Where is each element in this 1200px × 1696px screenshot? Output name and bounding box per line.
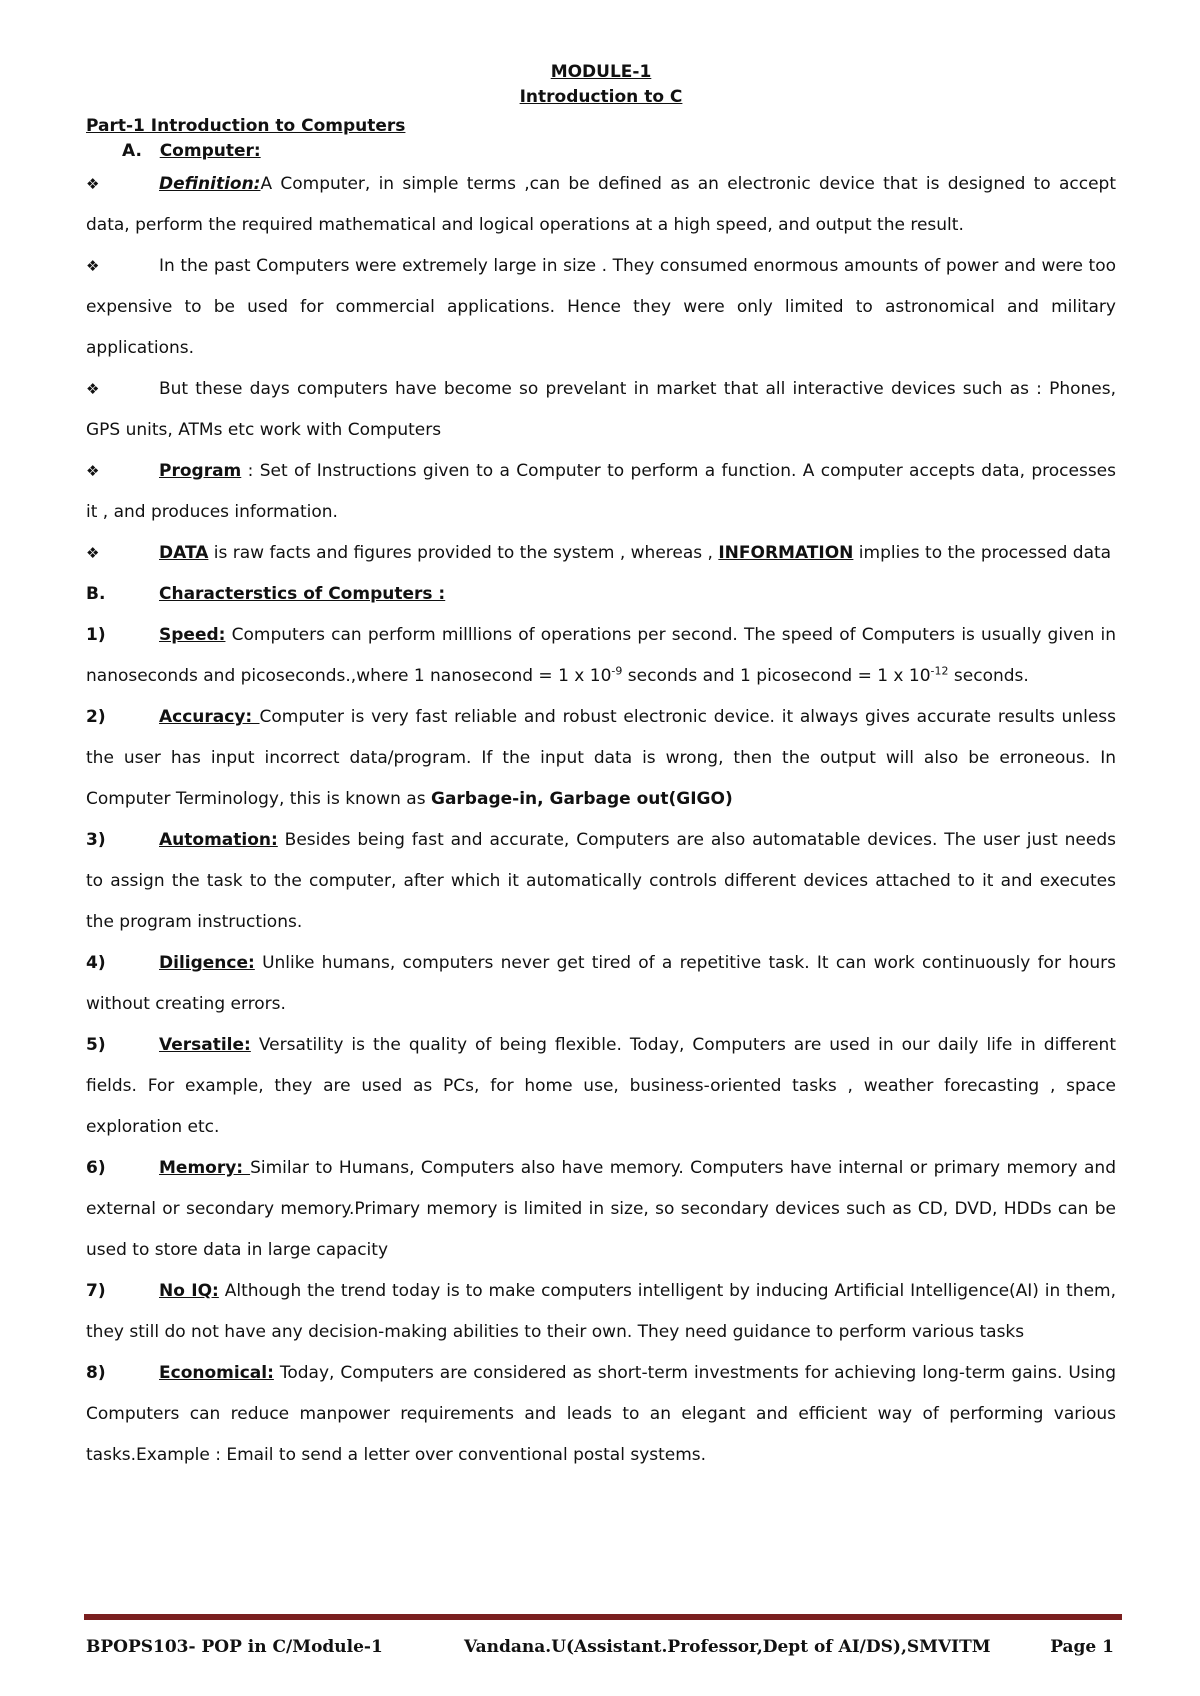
bullet-text-2: implies to the processed data — [853, 543, 1112, 563]
characteristic-versatile — [86, 1025, 1116, 1148]
section-b-heading — [86, 574, 1116, 615]
bullet-text: But these days computers have become so prevelant in market that all interactive devices such as : Phones, GPS units, ATMs etc work with Computers — [86, 379, 1116, 440]
item-text-3: seconds. — [948, 666, 1029, 686]
bullet-program — [86, 451, 1116, 533]
item-label: Versatile: — [159, 1035, 251, 1055]
item-text: Similar to Humans, Computers also have memory. Computers have internal or primary memory and external or secondary memory.Primary memory is limited in size, so secondary devices such as CD, DVD, HDDs can be used to store data in large capacity — [86, 1158, 1116, 1260]
characteristic-no-iq — [86, 1271, 1116, 1353]
module-title: MODULE-1 — [550, 62, 652, 82]
bullet-label-2: INFORMATION — [718, 543, 854, 563]
bullet-label: Program — [159, 461, 242, 481]
item-number: 1) — [86, 625, 106, 645]
bullet-text: In the past Computers were extremely large in size . They consumed enormous amounts of power and were too expensive to be used for commercial applications. Hence they were only limited to astronomical and military applications. — [86, 256, 1116, 358]
item-number: 3) — [86, 830, 106, 850]
item-bold-text: Garbage-in, Garbage out(GIGO) — [431, 789, 733, 809]
footer-page-number: Page 1 — [1050, 1637, 1114, 1657]
diamond-bullet-icon: ❖ — [86, 462, 100, 480]
item-label: Diligence: — [159, 953, 255, 973]
bullet-label: Definition: — [159, 174, 261, 194]
document-page — [86, 60, 1116, 1476]
item-text: Today, Computers are considered as short-term investments for achieving long-term gains. Using Computers can reduce manpower requirements and leads to an elegant and efficient way of performing various tasks.Example : Email to send a letter over conventional postal systems. — [86, 1363, 1116, 1465]
item-label: Economical: — [159, 1363, 274, 1383]
item-number: 6) — [86, 1158, 106, 1178]
item-label: Speed: — [159, 625, 226, 645]
bullet-these-days — [86, 369, 1116, 451]
item-text: Although the trend today is to make computers intelligent by inducing Artificial Intelligence(AI) in them, they still do not have any decision-making abilities to their own. They need guidance to perform various tasks — [86, 1281, 1117, 1342]
item-number: 8) — [86, 1363, 106, 1383]
item-text: Computer is very fast reliable and robust electronic device. it always gives accurate results unless the user has input incorrect data/program. If the input data is wrong, then the output will also be erroneous. In Computer Terminology, this is known as — [86, 707, 1116, 809]
characteristic-diligence — [86, 943, 1116, 1025]
bullet-label: DATA — [159, 543, 209, 563]
item-label: Memory: — [159, 1158, 251, 1178]
module-subtitle: Introduction to C — [519, 87, 683, 107]
diamond-bullet-icon: ❖ — [86, 175, 100, 193]
diamond-bullet-icon: ❖ — [86, 380, 100, 398]
footer-course: BPOPS103- POP in C/Module-1 — [86, 1637, 383, 1657]
item-number: 2) — [86, 707, 106, 727]
item-text-2: seconds and 1 picosecond = 1 x 10 — [622, 666, 931, 686]
section-a-letter: A. — [122, 141, 142, 161]
item-label: Automation: — [159, 830, 278, 850]
item-label: No IQ: — [159, 1281, 219, 1301]
item-text: Unlike humans, computers never get tired of a repetitive task. It can work continuously for hours without creating errors. — [86, 953, 1116, 1014]
section-a-heading — [86, 139, 1116, 164]
section-a-title: Computer: — [159, 141, 261, 161]
diamond-bullet-icon: ❖ — [86, 257, 100, 275]
characteristic-speed — [86, 615, 1116, 697]
item-text: Computers can perform milllions of operations per second. The speed of Computers is usually given in nanoseconds and picoseconds.,where 1 nanosecond = 1 x 10 — [86, 625, 1116, 686]
part-heading: Part-1 Introduction to Computers — [86, 116, 406, 136]
item-number: 4) — [86, 953, 106, 973]
item-number: 5) — [86, 1035, 106, 1055]
bullet-definition — [86, 164, 1116, 246]
footer-author: Vandana.U(Assistant.Professor,Dept of AI/DS),SMVITM — [464, 1637, 991, 1657]
superscript-2: -12 — [930, 664, 949, 678]
bullet-text: : Set of Instructions given to a Computer to perform a function. A computer accepts data, processes it , and produces information. — [86, 461, 1116, 522]
item-text: Versatility is the quality of being flexible. Today, Computers are used in our daily life in different fields. For example, they are used as PCs, for home use, business-oriented tasks , weather forecasting , space exploration etc. — [86, 1035, 1116, 1137]
bullet-past — [86, 246, 1116, 369]
characteristic-economical — [86, 1353, 1116, 1476]
section-b-title: Characterstics of Computers : — [159, 584, 446, 604]
superscript: -9 — [611, 664, 623, 678]
bullet-data — [86, 533, 1116, 574]
characteristic-automation — [86, 820, 1116, 943]
section-b-letter: B. — [86, 584, 106, 604]
characteristic-accuracy — [86, 697, 1116, 820]
footer-rule — [84, 1614, 1122, 1620]
item-text: Besides being fast and accurate, Computers are also automatable devices. The user just needs to assign the task to the computer, after which it automatically controls different devices attached to it and executes the program instructions. — [86, 830, 1116, 932]
bullet-text: is raw facts and figures provided to the system , whereas , — [208, 543, 719, 563]
item-label: Accuracy: — [159, 707, 260, 727]
bullet-text: A Computer, in simple terms ,can be defined as an electronic device that is designed to accept data, perform the required mathematical and logical operations at a high speed, and output the result. — [86, 174, 1116, 235]
diamond-bullet-icon: ❖ — [86, 544, 100, 562]
item-number: 7) — [86, 1281, 106, 1301]
characteristic-memory — [86, 1148, 1116, 1271]
